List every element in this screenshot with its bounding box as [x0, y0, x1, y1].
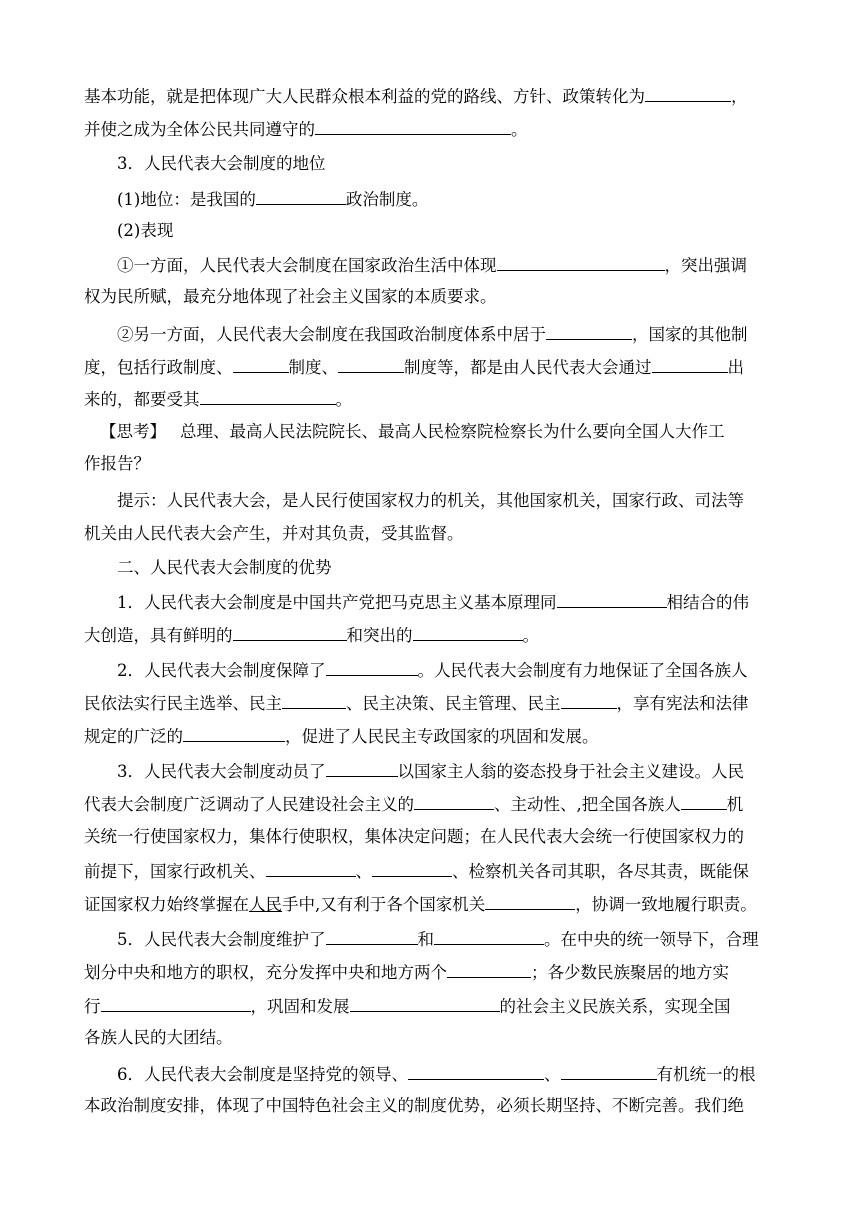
answer-blank[interactable]	[546, 322, 632, 340]
answer-blank[interactable]	[561, 691, 617, 709]
answer-blank[interactable]	[434, 927, 544, 945]
answer-blank[interactable]	[233, 623, 347, 641]
text-line: 2．人民代表大会制度保障了 。人民代表大会制度有力地保证了全国各族人	[117, 658, 748, 682]
text-line: 证国家权力始终掌握在人民手中,又有利于各个国家机关 ，协调一致地履行职责。	[84, 892, 757, 916]
text-line: 规定的广泛的 ，促进了人民民主专政国家的巩固和发展。	[84, 724, 599, 748]
answer-blank[interactable]	[485, 892, 575, 910]
answer-blank[interactable]	[315, 117, 511, 135]
text-line: 1．人民代表大会制度是中国共产党把马克思主义基本原理同 相结合的伟	[117, 590, 749, 614]
text-line: ①一方面，人民代表大会制度在国家政治生活中体现 ，突出强调	[117, 253, 747, 277]
text-line: 度，包括行政制度、 制度、 制度等，都是由人民代表大会通过 出	[84, 355, 744, 379]
text-line: 前提下，国家行政机关、 、 、检察机关各司其职，各尽其责，既能保	[84, 859, 749, 883]
section-heading: 3．人民代表大会制度的地位	[117, 154, 326, 173]
answer-blank[interactable]	[652, 355, 728, 373]
answer-blank[interactable]	[350, 994, 500, 1012]
text-line: 3．人民代表大会制度动员了 以国家主人翁的姿态投身于社会主义建设。人民	[117, 759, 744, 783]
text-line: 权为民所赋，最充分地体现了社会主义国家的本质要求。	[84, 287, 497, 306]
answer-blank[interactable]	[497, 253, 665, 271]
text-line: 基本功能，就是把体现广大人民群众根本利益的党的路线、方针、政策转化为 ，	[84, 84, 748, 108]
answer-blank[interactable]	[256, 187, 346, 205]
hint-line: 机关由人民代表大会产生，并对其负责，受其监督。	[84, 524, 464, 543]
answer-blank[interactable]	[413, 623, 523, 641]
text-line: 行 ，巩固和发展 的社会主义民族关系，实现全国	[84, 994, 731, 1018]
answer-blank[interactable]	[645, 84, 731, 102]
answer-blank[interactable]	[326, 759, 398, 777]
answer-blank[interactable]	[101, 994, 251, 1012]
text-line: 代表大会制度广泛调动了人民建设社会主义的 、主动性、,把全国各族人 机	[84, 792, 743, 816]
text-line: 各族人民的大团结。	[84, 1028, 233, 1047]
section-heading: 二、人民代表大会制度的优势	[117, 558, 332, 577]
underlined-word: 人民	[249, 895, 282, 914]
answer-blank[interactable]	[326, 658, 418, 676]
think-question: 【思考】 总理、最高人民法院院长、最高人民检察院检察长为什么要向全国人大作工	[100, 422, 725, 441]
text-line: 5．人民代表大会制度维护了 和 。在中央的统一领导下，合理	[117, 927, 759, 951]
answer-blank[interactable]	[557, 590, 667, 608]
answer-blank[interactable]	[233, 355, 289, 373]
text-line: 关统一行使国家权力，集体行使职权，集体决定问题；在人民代表大会统一行使国家权力的	[84, 827, 744, 846]
text-line: 本政治制度安排，体现了中国特色社会主义的制度优势，必须长期坚持、不断完善。我们绝	[84, 1096, 744, 1115]
answer-blank[interactable]	[414, 792, 494, 810]
answer-blank[interactable]	[338, 355, 404, 373]
text-line: 6．人民代表大会制度是坚持党的领导、 、 有机统一的根	[117, 1062, 756, 1086]
text-line: 作报告？	[84, 454, 150, 473]
hint-line: 提示：人民代表大会，是人民行使国家权力的机关，其他国家机关，国家行政、司法等	[117, 491, 744, 510]
answer-blank[interactable]	[447, 960, 531, 978]
answer-blank[interactable]	[282, 691, 346, 709]
text-line: 来的，都要受其 。	[84, 387, 352, 411]
text-line: ②另一方面，人民代表大会制度在我国政治制度体系中居于 ，国家的其他制	[117, 322, 748, 346]
text-line: 并使之成为全体公民共同遵守的 。	[84, 117, 528, 141]
text-line: (1)地位：是我国的 政治制度。	[117, 187, 428, 211]
text-line: 大创造，具有鲜明的 和突出的 。	[84, 623, 539, 647]
answer-blank[interactable]	[200, 387, 336, 405]
answer-blank[interactable]	[372, 859, 452, 877]
text-line: 民依法实行民主选举、民主 、民主决策、民主管理、民主 ，享有宪法和法律	[84, 691, 749, 715]
answer-blank[interactable]	[561, 1062, 657, 1080]
answer-blank[interactable]	[266, 859, 356, 877]
text-line: 划分中央和地方的职权，充分发挥中央和地方两个 ；各少数民族聚居的地方实	[84, 960, 729, 984]
answer-blank[interactable]	[408, 1062, 544, 1080]
answer-blank[interactable]	[681, 792, 727, 810]
answer-blank[interactable]	[326, 927, 418, 945]
answer-blank[interactable]	[183, 724, 285, 742]
sub-heading: (2)表现	[117, 221, 174, 240]
